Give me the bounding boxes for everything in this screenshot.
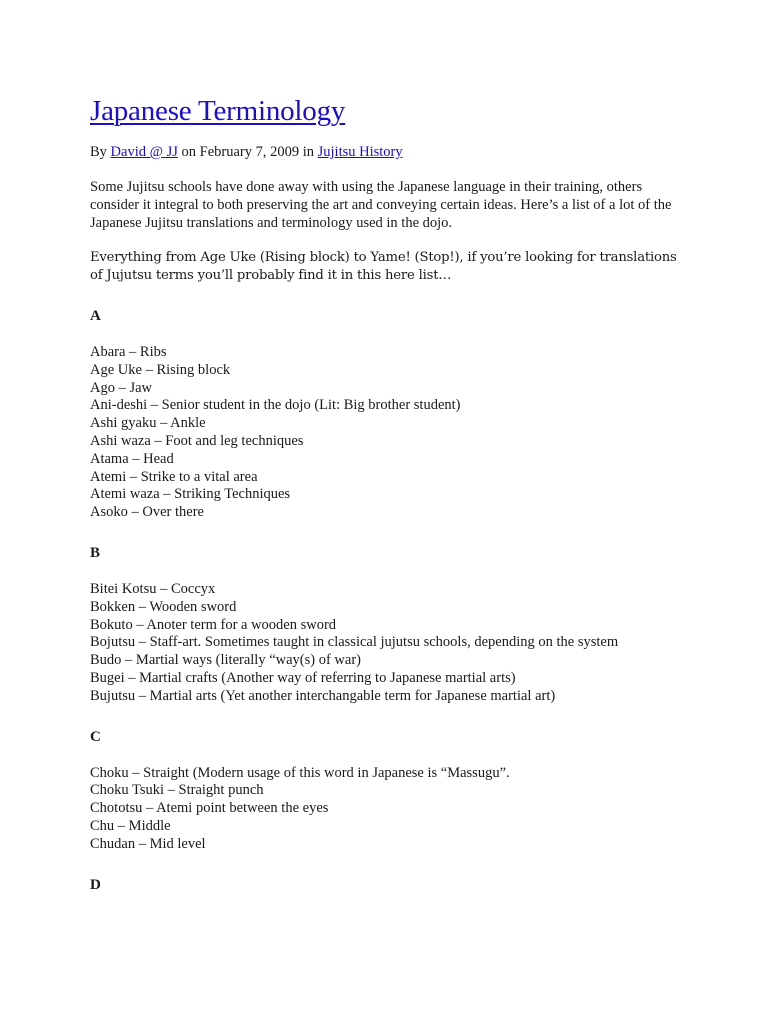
term-item: Ani-deshi – Senior student in the dojo (Lit: Big brother student) bbox=[90, 397, 461, 414]
category-link[interactable]: Jujitsu History bbox=[317, 144, 403, 160]
term-list-b bbox=[90, 581, 690, 706]
term-list-c bbox=[90, 765, 690, 854]
section-heading-a: A bbox=[90, 308, 101, 324]
term-item: Choku Tsuki – Straight punch bbox=[90, 782, 264, 799]
author-link[interactable]: David @ JJ bbox=[110, 144, 178, 160]
term-item: Bokuto – Anoter term for a wooden sword bbox=[90, 616, 337, 633]
term-item: Atemi waza – Striking Techniques bbox=[90, 486, 291, 503]
term-item: Chototsu – Atemi point between the eyes bbox=[90, 800, 329, 817]
section-heading-d: D bbox=[90, 876, 101, 893]
article bbox=[90, 92, 690, 894]
term-item: Bugei – Martial crafts (Another way of referring to Japanese martial arts) bbox=[90, 669, 516, 686]
byline bbox=[90, 143, 690, 161]
term-item: Bojutsu – Staff-art. Sometimes taught in classical jujutsu schools, depending on the system bbox=[90, 634, 619, 651]
term-item: Ashi gyaku – Ankle bbox=[90, 415, 206, 432]
term-item: Bokken – Wooden sword bbox=[90, 598, 237, 615]
term-item: Bitei Kotsu – Coccyx bbox=[90, 580, 216, 597]
title-link[interactable]: Japanese Terminology bbox=[90, 95, 346, 127]
term-list-a bbox=[90, 344, 690, 522]
byline-date: on February 7, 2009 in bbox=[177, 144, 318, 160]
term-item: Choku – Straight (Modern usage of this word in Japanese is “Massugu”. bbox=[90, 764, 510, 781]
term-item: Ago – Jaw bbox=[90, 379, 153, 396]
page-title bbox=[90, 92, 690, 130]
section-heading-b: B bbox=[90, 544, 101, 561]
section-heading-c: C bbox=[90, 728, 101, 745]
term-item: Atama – Head bbox=[90, 450, 174, 467]
byline-prefix: By bbox=[90, 144, 111, 160]
intro-paragraph: Some Jujitsu schools have done away with using the Japanese language in their training, others consider it integral to both preserving the art and conveying certain ideas. Here’s a list of a lot of the Japanese Jujitsu translations and terminology used in the dojo. bbox=[90, 179, 672, 231]
term-item: Chudan – Mid level bbox=[90, 835, 206, 852]
term-item: Chu – Middle bbox=[90, 817, 171, 834]
term-item: Abara – Ribs bbox=[90, 344, 167, 360]
term-item: Atemi – Strike to a vital area bbox=[90, 468, 258, 485]
glossary bbox=[90, 307, 690, 894]
term-item: Bujutsu – Martial arts (Yet another interchangable term for Japanese martial art) bbox=[90, 687, 556, 704]
term-item: Ashi waza – Foot and leg techniques bbox=[90, 432, 304, 449]
summary-paragraph: Everything from Age Uke (Rising block) to Yame! (Stop!), if you’re looking for translations of Jujutsu terms you’ll probably find it in this here list… bbox=[90, 250, 677, 283]
term-item: Budo – Martial ways (literally “way(s) of war) bbox=[90, 652, 361, 669]
term-item: Asoko – Over there bbox=[90, 504, 204, 521]
term-item: Age Uke – Rising block bbox=[90, 361, 231, 378]
